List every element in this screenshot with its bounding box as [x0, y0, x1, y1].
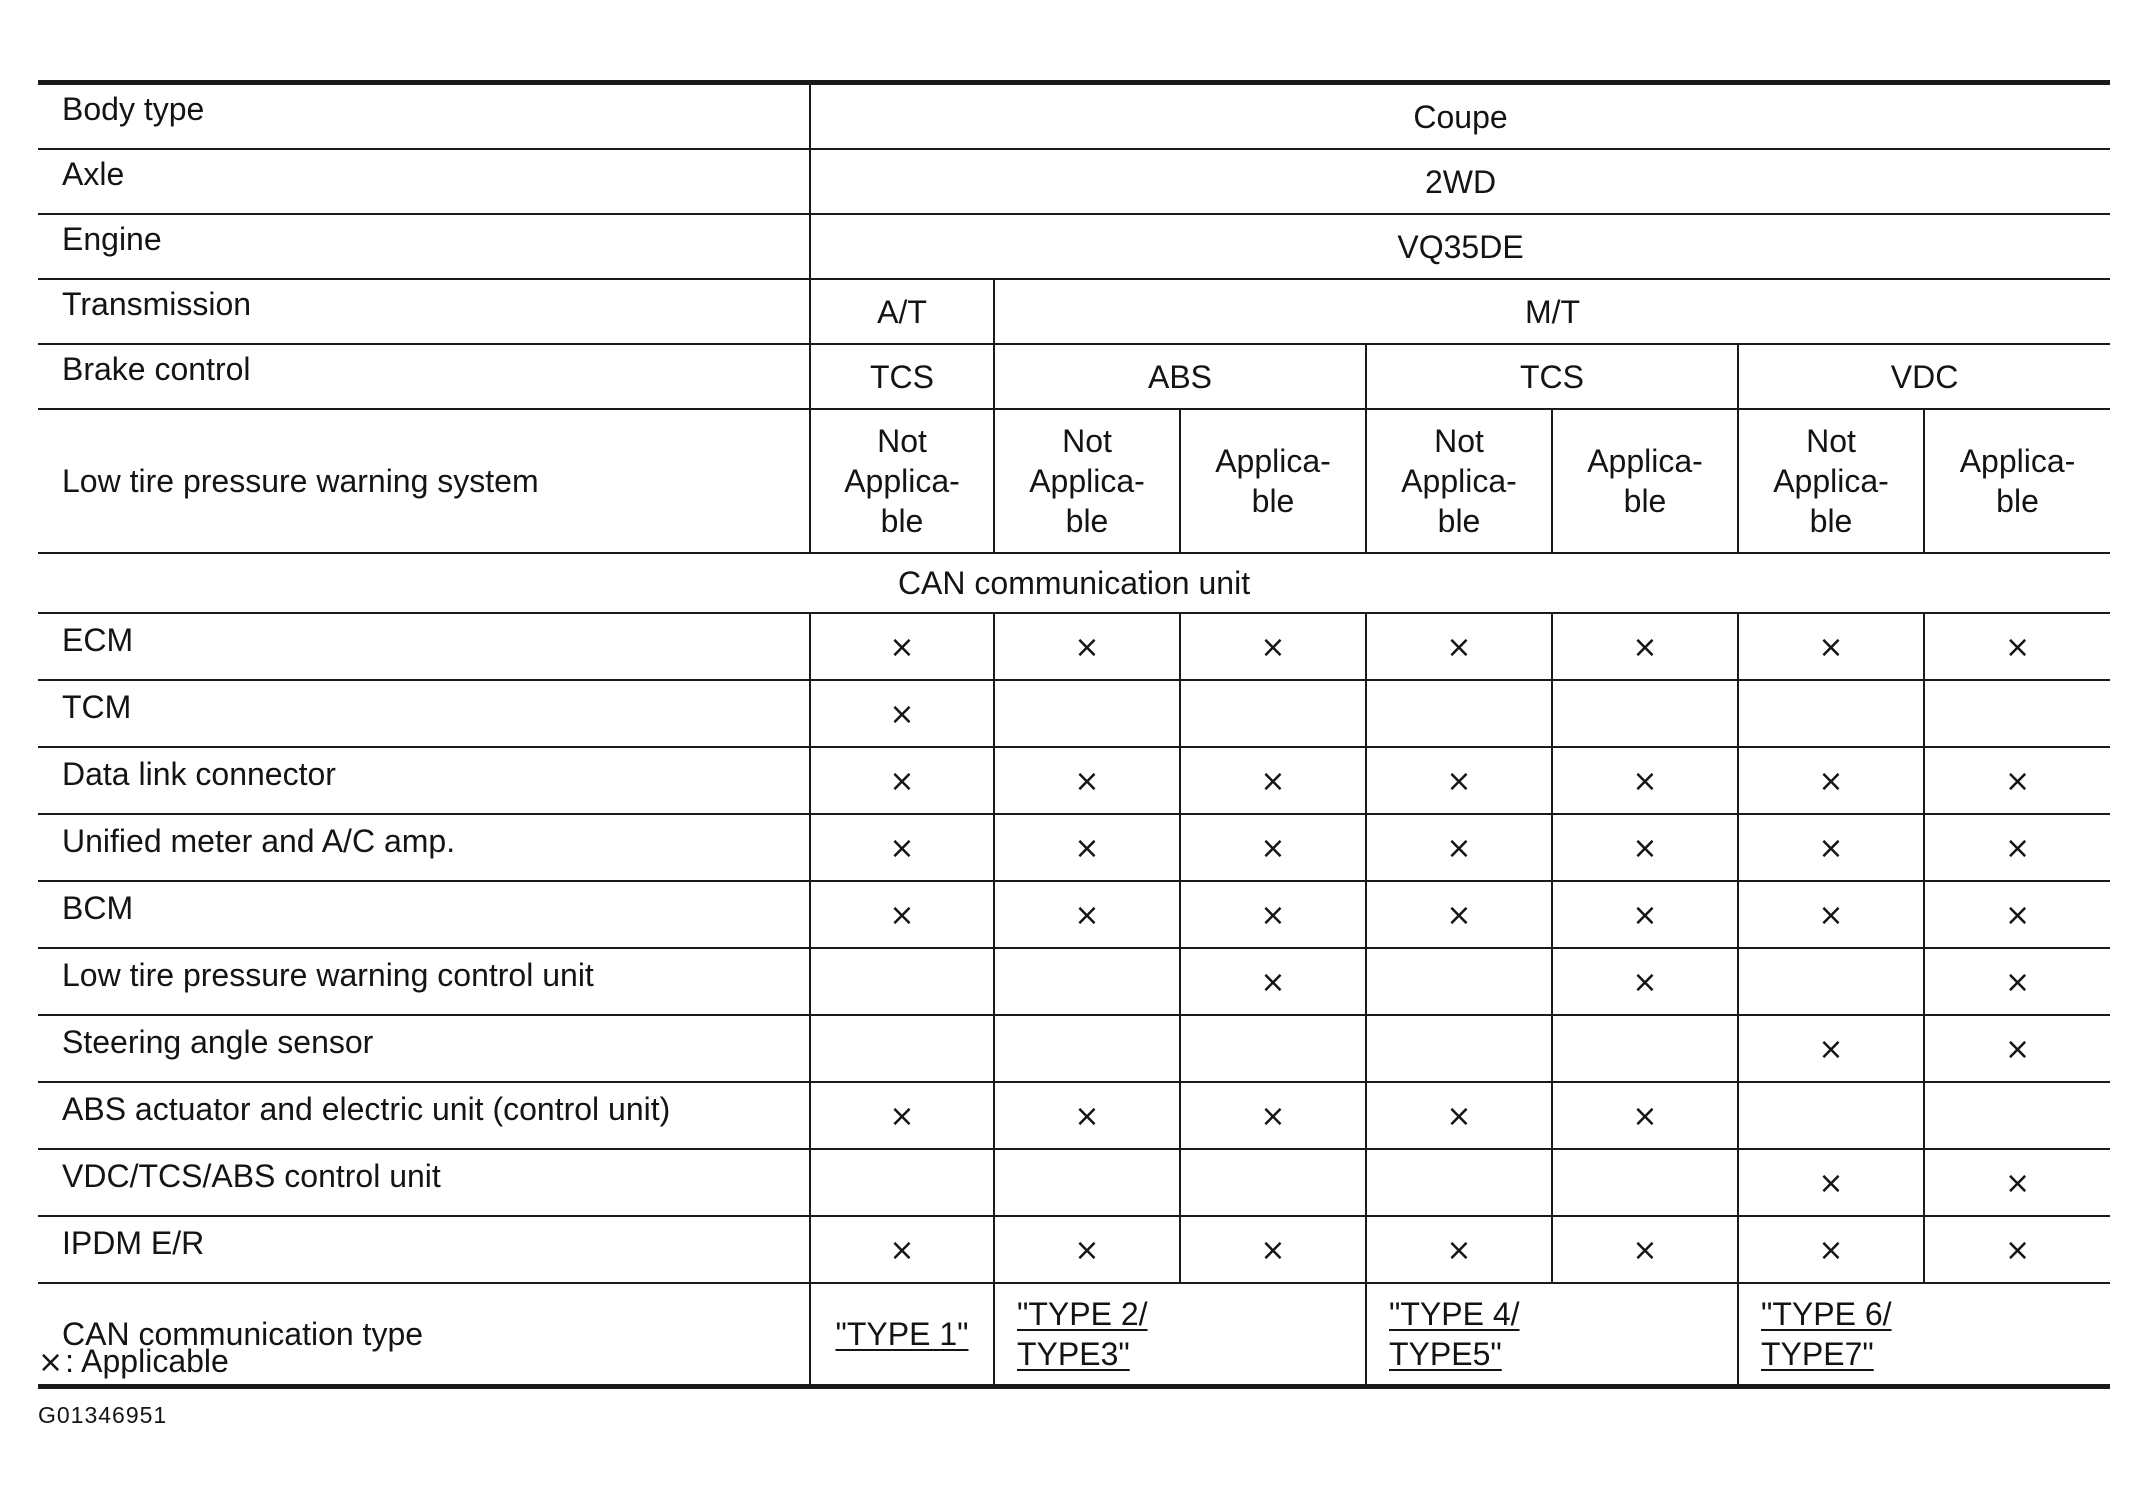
row-label: Body type: [38, 83, 810, 150]
unit-mark-cell: [810, 747, 994, 814]
applicable-mark-icon: ×: [1818, 897, 1844, 933]
unit-mark-cell: [1180, 948, 1366, 1015]
applicable-mark-icon: ×: [1074, 897, 1100, 933]
applicable-mark-icon: ×: [889, 1098, 915, 1134]
applicable-mark-icon: ×: [1260, 629, 1286, 665]
unit-mark-cell: [994, 680, 1180, 747]
unit-mark-cell: [1180, 1149, 1366, 1216]
applicable-mark-icon: ×: [1260, 897, 1286, 933]
unit-mark-cell: [994, 1015, 1180, 1082]
unit-mark-cell: [1552, 680, 1738, 747]
applicable-mark-icon: ×: [1074, 1098, 1100, 1134]
applicable-mark-icon: ×: [1260, 1232, 1286, 1268]
unit-mark-cell: [1366, 948, 1552, 1015]
unit-label: ABS actuator and electric unit (control unit): [38, 1082, 810, 1149]
unit-row: [38, 948, 2110, 1015]
unit-mark-cell: [1924, 613, 2110, 680]
unit-mark-cell: [810, 1216, 994, 1283]
applicable-mark-icon: ×: [1818, 629, 1844, 665]
applicable-mark-icon: ×: [1632, 964, 1658, 1000]
unit-mark-cell: [1366, 747, 1552, 814]
row-transmission: [38, 279, 2110, 344]
unit-mark-cell: [1366, 1015, 1552, 1082]
unit-label: Low tire pressure warning control unit: [38, 948, 810, 1015]
unit-mark-cell: [1738, 1216, 1924, 1283]
row-brake-control: [38, 344, 2110, 409]
unit-mark-cell: [1738, 747, 1924, 814]
unit-mark-cell: [1180, 1216, 1366, 1283]
unit-label: Steering angle sensor: [38, 1015, 810, 1082]
unit-mark-cell: [810, 881, 994, 948]
unit-mark-cell: [994, 948, 1180, 1015]
brake-control-abs: ABS: [994, 344, 1366, 409]
applicable-mark-icon: ×: [2004, 629, 2031, 665]
transmission-mt: M/T: [994, 279, 2110, 344]
unit-row: [38, 747, 2110, 814]
can-system-table: [38, 80, 2110, 1389]
row-label: CAN communication type: [38, 1283, 810, 1387]
applicable-mark-icon: ×: [889, 763, 915, 799]
unit-mark-cell: [1180, 613, 1366, 680]
unit-mark-cell: [1552, 747, 1738, 814]
unit-mark-cell: [1180, 814, 1366, 881]
unit-label: IPDM E/R: [38, 1216, 810, 1283]
can-type-6-7-cell: [1738, 1283, 2110, 1387]
applicable-mark-icon: ×: [1632, 763, 1658, 799]
unit-mark-cell: [1924, 1082, 2110, 1149]
unit-mark-cell: [1180, 680, 1366, 747]
tire-pressure-cell: Not Applica- ble: [1738, 409, 1924, 553]
unit-row: [38, 1082, 2110, 1149]
unit-mark-cell: [810, 613, 994, 680]
row-can-type: [38, 1283, 2110, 1387]
unit-label: BCM: [38, 881, 810, 948]
unit-mark-cell: [1180, 1082, 1366, 1149]
unit-label: VDC/TCS/ABS control unit: [38, 1149, 810, 1216]
applicable-mark-icon: ×: [1632, 897, 1658, 933]
unit-mark-cell: [810, 1149, 994, 1216]
applicable-mark-icon: ×: [1632, 1232, 1658, 1268]
unit-mark-cell: [1366, 1082, 1552, 1149]
unit-mark-cell: [1738, 613, 1924, 680]
applicable-mark-icon: ×: [2004, 763, 2031, 799]
row-body-type: [38, 83, 2110, 150]
unit-mark-cell: [994, 1149, 1180, 1216]
row-engine: [38, 214, 2110, 279]
unit-mark-cell: [1180, 747, 1366, 814]
row-label: Axle: [38, 149, 810, 214]
row-label: Low tire pressure warning system: [38, 409, 810, 553]
brake-control-tcs-mt: TCS: [1366, 344, 1738, 409]
unit-row: [38, 680, 2110, 747]
can-type-4-5-link[interactable]: "TYPE 4/ TYPE5": [1389, 1296, 1520, 1372]
applicable-mark-icon: ×: [1818, 1165, 1844, 1201]
applicable-mark-icon: ×: [889, 629, 915, 665]
applicable-mark-icon: ×: [889, 1232, 915, 1268]
unit-mark-cell: [810, 680, 994, 747]
applicable-mark-icon: ×: [2004, 897, 2031, 933]
applicable-mark-icon: ×: [1260, 830, 1286, 866]
can-type-4-5-cell: [1366, 1283, 1738, 1387]
body-type-value: Coupe: [810, 83, 2110, 150]
unit-mark-cell: [1924, 881, 2110, 948]
unit-mark-cell: [1552, 1015, 1738, 1082]
unit-mark-cell: [1924, 948, 2110, 1015]
tire-pressure-cell: Not Applica- ble: [810, 409, 994, 553]
unit-mark-cell: [1924, 1216, 2110, 1283]
unit-mark-cell: [994, 747, 1180, 814]
unit-mark-cell: [1738, 680, 1924, 747]
legend: [38, 1343, 229, 1380]
applicable-mark-icon: ×: [1818, 1232, 1844, 1268]
brake-control-tcs-at: TCS: [810, 344, 994, 409]
unit-mark-cell: [1738, 1015, 1924, 1082]
applicable-mark-icon: ×: [889, 830, 915, 866]
unit-mark-cell: [994, 814, 1180, 881]
applicable-mark-icon: ×: [1818, 1031, 1844, 1067]
applicable-mark-icon: ×: [1260, 964, 1286, 1000]
unit-mark-cell: [810, 1015, 994, 1082]
unit-mark-cell: [1738, 1082, 1924, 1149]
unit-mark-cell: [1924, 680, 2110, 747]
applicable-mark-icon: ×: [1632, 1098, 1658, 1134]
tire-pressure-cell: Applica- ble: [1180, 409, 1366, 553]
axle-value: 2WD: [810, 149, 2110, 214]
applicable-mark-icon: ×: [1446, 897, 1472, 933]
tire-pressure-cell: Applica- ble: [1552, 409, 1738, 553]
unit-mark-cell: [1924, 814, 2110, 881]
unit-mark-cell: [1552, 814, 1738, 881]
applicable-mark-icon: ×: [1818, 830, 1844, 866]
applicable-mark-icon: ×: [1446, 830, 1472, 866]
applicable-mark-icon: ×: [1260, 1098, 1286, 1134]
applicable-mark-icon: ×: [1818, 763, 1844, 799]
unit-row: [38, 814, 2110, 881]
unit-mark-cell: [1180, 1015, 1366, 1082]
unit-mark-cell: [1738, 1149, 1924, 1216]
unit-mark-cell: [810, 814, 994, 881]
applicable-mark-icon: ×: [2004, 1031, 2031, 1067]
can-type-2-3-cell: [994, 1283, 1366, 1387]
applicable-mark-icon: ×: [1632, 830, 1658, 866]
unit-mark-cell: [1924, 1015, 2110, 1082]
unit-mark-cell: [1924, 747, 2110, 814]
unit-mark-cell: [1738, 881, 1924, 948]
tire-pressure-cell: Not Applica- ble: [1366, 409, 1552, 553]
unit-row: [38, 1149, 2110, 1216]
can-type-2-3-link[interactable]: "TYPE 2/ TYPE3": [1017, 1296, 1148, 1372]
row-label: Brake control: [38, 344, 810, 409]
applicable-mark-icon: ×: [38, 1345, 64, 1380]
unit-label: Data link connector: [38, 747, 810, 814]
applicable-mark-icon: ×: [1446, 1232, 1472, 1268]
unit-mark-cell: [1924, 1149, 2110, 1216]
applicable-mark-icon: ×: [889, 897, 915, 933]
applicable-mark-icon: ×: [1074, 830, 1100, 866]
unit-mark-cell: [994, 881, 1180, 948]
unit-mark-cell: [994, 613, 1180, 680]
applicable-mark-icon: ×: [889, 696, 915, 732]
tire-pressure-cell: Applica- ble: [1924, 409, 2110, 553]
engine-value: VQ35DE: [810, 214, 2110, 279]
unit-row: [38, 881, 2110, 948]
legend-text: : Applicable: [65, 1343, 229, 1379]
can-type-1-cell: [810, 1283, 994, 1387]
can-type-6-7-link[interactable]: "TYPE 6/ TYPE7": [1761, 1296, 1892, 1372]
row-label: Engine: [38, 214, 810, 279]
unit-mark-cell: [1180, 881, 1366, 948]
figure-id: G01346951: [38, 1402, 168, 1428]
applicable-mark-icon: ×: [1632, 629, 1658, 665]
unit-mark-cell: [1552, 881, 1738, 948]
unit-row: [38, 1216, 2110, 1283]
applicable-mark-icon: ×: [1446, 763, 1472, 799]
unit-mark-cell: [1366, 881, 1552, 948]
unit-mark-cell: [1552, 948, 1738, 1015]
applicable-mark-icon: ×: [1074, 629, 1100, 665]
applicable-mark-icon: ×: [1446, 1098, 1472, 1134]
section-title: CAN communication unit: [38, 553, 2110, 613]
unit-mark-cell: [1366, 814, 1552, 881]
unit-row: [38, 613, 2110, 680]
unit-mark-cell: [810, 948, 994, 1015]
transmission-at: A/T: [810, 279, 994, 344]
can-system-table-container: [38, 80, 2100, 1389]
unit-mark-cell: [994, 1216, 1180, 1283]
applicable-mark-icon: ×: [2004, 1232, 2031, 1268]
unit-mark-cell: [810, 1082, 994, 1149]
unit-mark-cell: [1366, 613, 1552, 680]
row-axle: [38, 149, 2110, 214]
unit-mark-cell: [1366, 680, 1552, 747]
row-tire-pressure: [38, 409, 2110, 553]
row-label: Transmission: [38, 279, 810, 344]
unit-mark-cell: [994, 1082, 1180, 1149]
unit-mark-cell: [1738, 814, 1924, 881]
unit-mark-cell: [1552, 1082, 1738, 1149]
unit-label: TCM: [38, 680, 810, 747]
unit-mark-cell: [1366, 1216, 1552, 1283]
applicable-mark-icon: ×: [1074, 1232, 1100, 1268]
unit-mark-cell: [1366, 1149, 1552, 1216]
section-header-row: [38, 553, 2110, 613]
applicable-mark-icon: ×: [2004, 964, 2031, 1000]
applicable-mark-icon: ×: [1260, 763, 1286, 799]
unit-mark-cell: [1552, 1216, 1738, 1283]
tire-pressure-cell: Not Applica- ble: [994, 409, 1180, 553]
applicable-mark-icon: ×: [1074, 763, 1100, 799]
applicable-mark-icon: ×: [2004, 1165, 2031, 1201]
unit-label: ECM: [38, 613, 810, 680]
unit-mark-cell: [1738, 948, 1924, 1015]
unit-label: Unified meter and A/C amp.: [38, 814, 810, 881]
unit-mark-cell: [1552, 613, 1738, 680]
unit-rows: [38, 613, 2110, 1283]
applicable-mark-icon: ×: [1446, 629, 1472, 665]
unit-row: [38, 1015, 2110, 1082]
unit-mark-cell: [1552, 1149, 1738, 1216]
can-type-1-link[interactable]: "TYPE 1": [835, 1316, 969, 1352]
brake-control-vdc: VDC: [1738, 344, 2110, 409]
applicable-mark-icon: ×: [2004, 830, 2031, 866]
